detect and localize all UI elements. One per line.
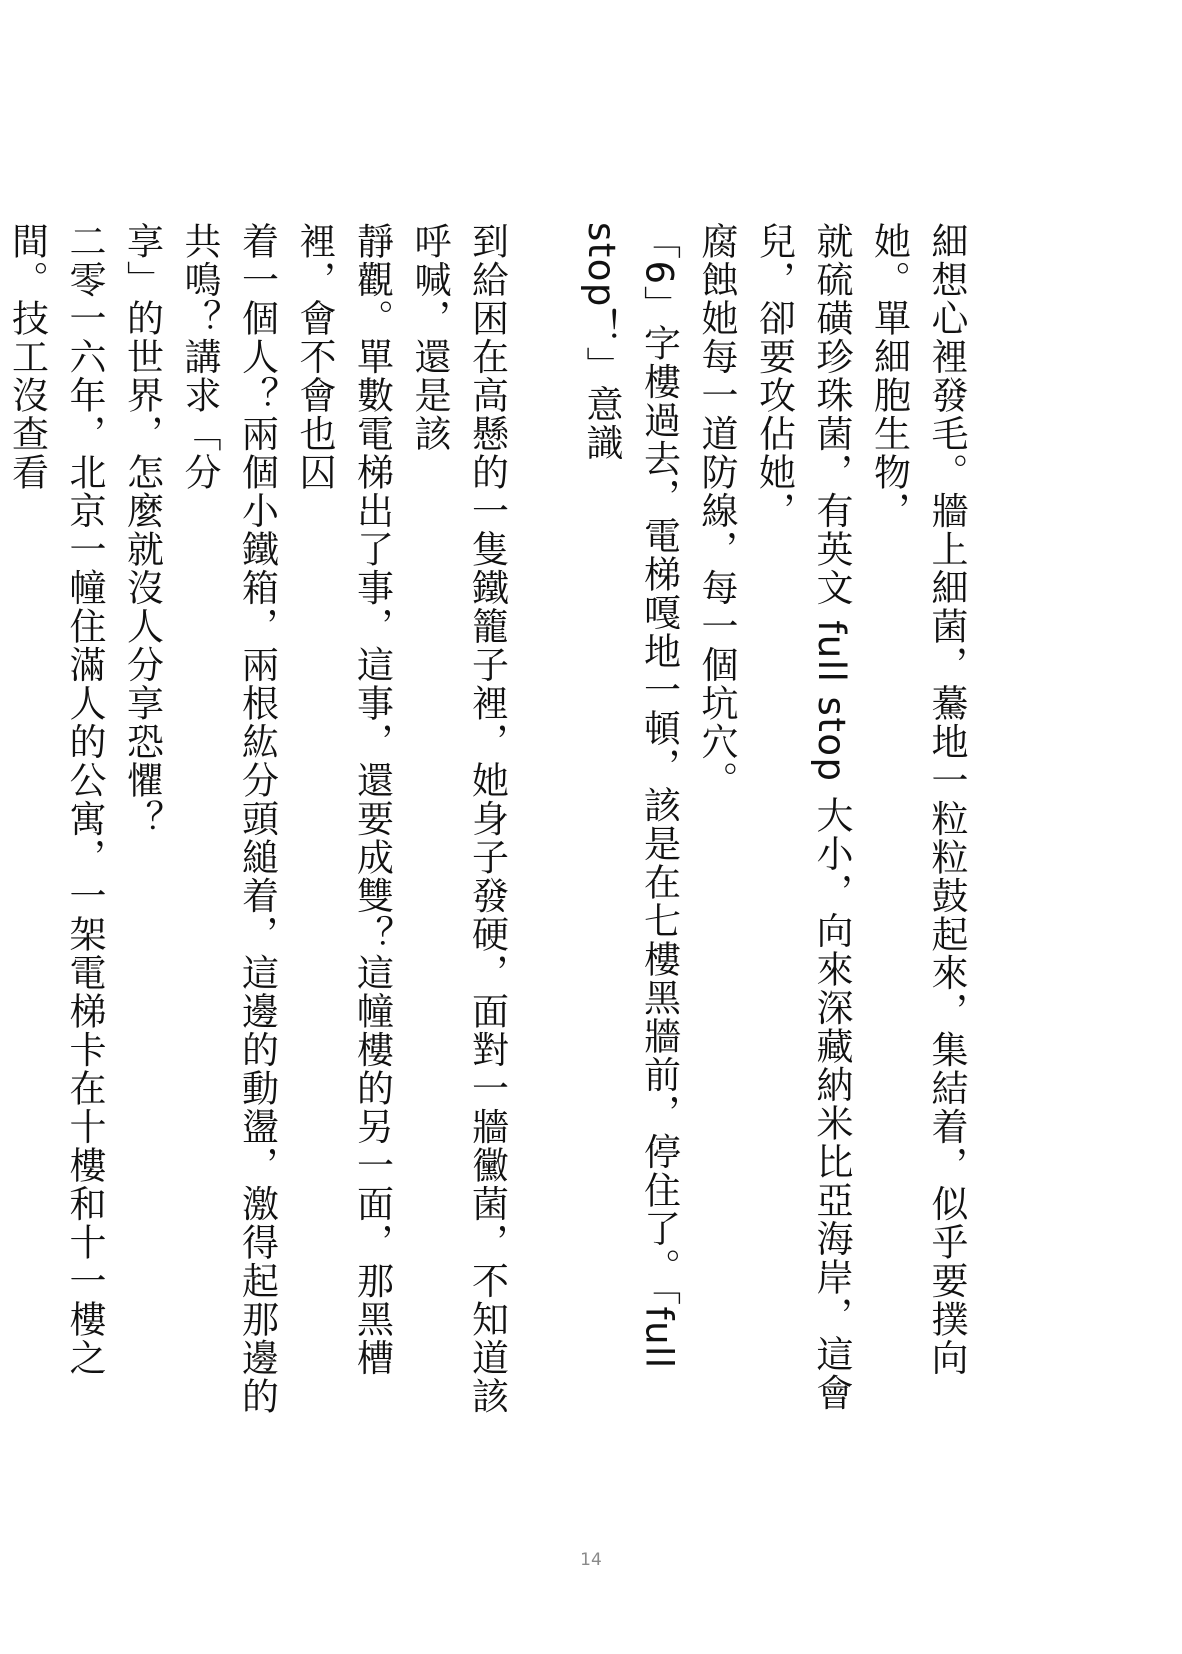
text-line: 到給困在高懸的一隻鐵籠子裡，她身子發硬，面對一牆黴菌，不知道該呼喊，還是該 [408,222,509,1416]
text-line: 享」的世界，怎麼就沒人分享恐懼？ [120,222,164,838]
text-line: 靜觀。單數電梯出了事，這事，還要成雙？這幢樓的另一面，那黑槽裡，會不會也囚 [293,222,394,1377]
text-line: 細想心裡發毛。牆上細菌，驀地一粒粒鼓起來，集結着，似乎要撲向她。單細胞生物， [867,222,968,1377]
text-line: 腐蝕她每一道防線，每一個坑穴。 [695,222,738,800]
text-line: 二零一六年，北京一幢住滿人的公寓，一架電梯卡在十樓和十一樓之間。技工沒查看 [5,222,106,1377]
page-number: 14 [580,1550,602,1570]
text-line: 着一個人？兩個小鐵箱，兩根紘分頭縋着，這邊的動盪，激得起那邊的共鳴？講求「分 [178,222,279,1416]
text-line: 「6」字樓過去，電梯嘎地一頓，該是在七樓黑牆前，停住了。「full stop！」意識 [580,222,681,1370]
vertical-text-body [0,222,975,1427]
text-line: 就硫磺珍珠菌，有英文 full stop 大小，向來深藏納米比亞海岸，這會兒，卻要攻佔她， [752,222,853,1412]
